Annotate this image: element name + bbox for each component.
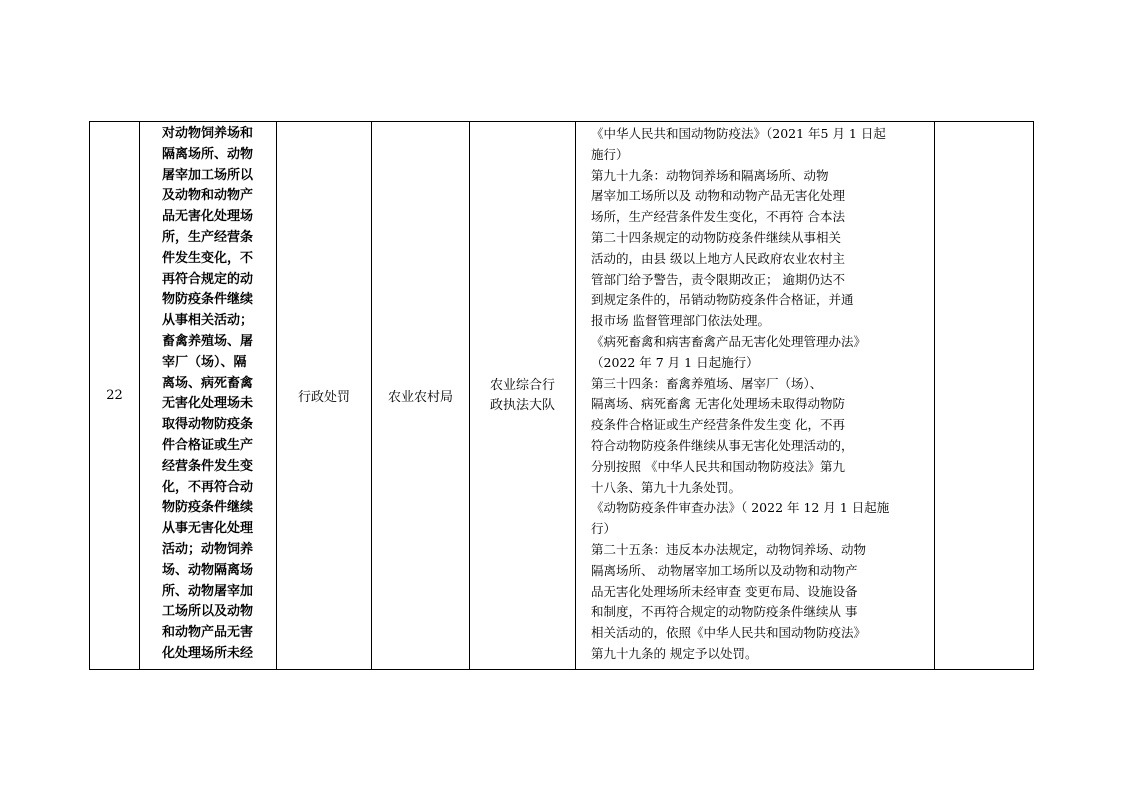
item-name: 对动物饲养场和 隔离场所、动物 屠宰加工场所以 及动物和动物产 品无害化处理场 所，生产经营条 件发生变化，不 再符合规定的动 物防疫条件继续 从事相关活动； 畜禽养殖场、屠 宰厂（场）、隔 离场、病死畜禽 无害化处理场未 取得动物防疫条 件合格证或生产 经营条件发生变 化，不再符合动 物防疫条件继续 从事无害化处理 活动；动物饲养 场、动物隔离场 所、动物屠宰加 工场所以及动物 和动物产品无害 化处理场所未经 bbox=[162, 126, 254, 661]
remarks-cell bbox=[935, 122, 1034, 670]
executor: 农业综合行 政执法大队 bbox=[489, 377, 555, 413]
power-type: 行政处罚 bbox=[297, 390, 350, 405]
table-row bbox=[90, 122, 1034, 670]
legal-basis-cell bbox=[576, 122, 935, 670]
department: 农业农村局 bbox=[387, 390, 453, 405]
executor-cell bbox=[470, 122, 576, 670]
department-cell bbox=[372, 122, 470, 670]
item-name-cell bbox=[140, 122, 277, 670]
power-type-cell bbox=[277, 122, 372, 670]
row-number: 22 bbox=[106, 388, 123, 403]
legal-basis: 《中华人民共和国动物防疫法》（2021 年5 月 1 日起 施行） 第九十九条：动物饲养场和隔离场所、动物 屠宰加工场所以及 动物和动物产品无害化处理 场所，生产经营条件发生变化，不再符 合本法 第二十四条规定的动物防疫条件继续从事相关 活动的，由县 级以上地方人民政府农业农村主 管部门给予警告，责令限期改正； 逾期仍达不 到规定条件的，吊销动物防疫条件合格证，并通 报市场 监督管理部门依法处理。 《病死畜禽和病害畜禽产品无害化处理管理办法》 （2022 年 7 月 1 日起施行） 第三十四条：畜禽养殖场、屠宰厂（场）、 隔离场、病死畜禽 无害化处理场未取得动物防 疫条件合格证或生产经营条件发生变 化，不再 符合动物防疫条件继续从事无害化处理活动的， 分别按照 《中华人民共和国动物防疫法》第九 十八条、第九十九条处罚。 《动物防疫条件审查办法》（ 2022 年 12 月 1 日起施 行） 第二十五条：违反本办法规定，动物饲养场、动物 隔离场所、 动物屠宰加工场所以及动物和动物产 品无害化处理场所未经审查 变更布局、设施设备 和制度，不再符合规定的动物防疫条件继续从 事 相关活动的，依照《中华人民共和国动物防疫法》 第九十九条的 规定予以处罚。 bbox=[591, 126, 890, 661]
permission-table bbox=[89, 121, 1034, 670]
row-number-cell bbox=[90, 122, 140, 670]
